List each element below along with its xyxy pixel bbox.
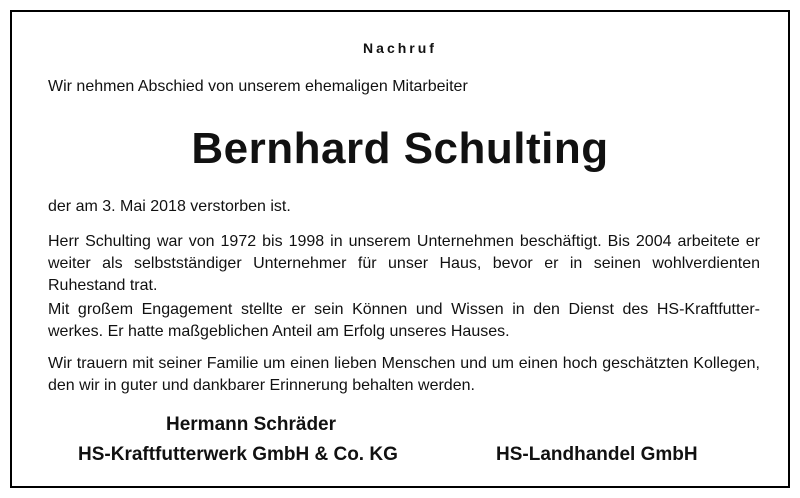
career-paragraph: Herr Schulting war von 1972 bis 1998 in unserem Unternehmen beschäftigt. Bis 2004 arbeitete er weiter als selbstständiger Unternehmer für unser Haus, bevor er in seinen wohlverdienten Ruhestand trat.	[48, 233, 760, 294]
notice-heading: Nachruf	[363, 40, 437, 56]
company-right: HS-Landhandel GmbH	[496, 444, 698, 465]
engagement-paragraph: Mit großem Engagement stellte er sein Können und Wissen in den Dienst des HS-Kraftfutter-werkes. Er hatte maßgeblichen Anteil am Erfolg unseres Hauses.	[48, 301, 760, 340]
intro-text: Wir nehmen Abschied von unserem ehemaligen Mitarbeiter	[48, 78, 468, 95]
signatory-name: Hermann Schräder	[166, 414, 337, 435]
obituary-notice	[10, 10, 790, 488]
deceased-name: Bernhard Schulting	[191, 124, 609, 173]
company-left: HS-Kraftfutterwerk GmbH & Co. KG	[78, 444, 398, 465]
date-paragraph: der am 3. Mai 2018 verstorben ist.	[48, 198, 291, 215]
condolence-paragraph: Wir trauern mit seiner Familie um einen lieben Menschen und um einen hoch geschätzten Kollegen, den wir in guter und dankbarer Erinnerung behalten werden.	[48, 355, 760, 394]
